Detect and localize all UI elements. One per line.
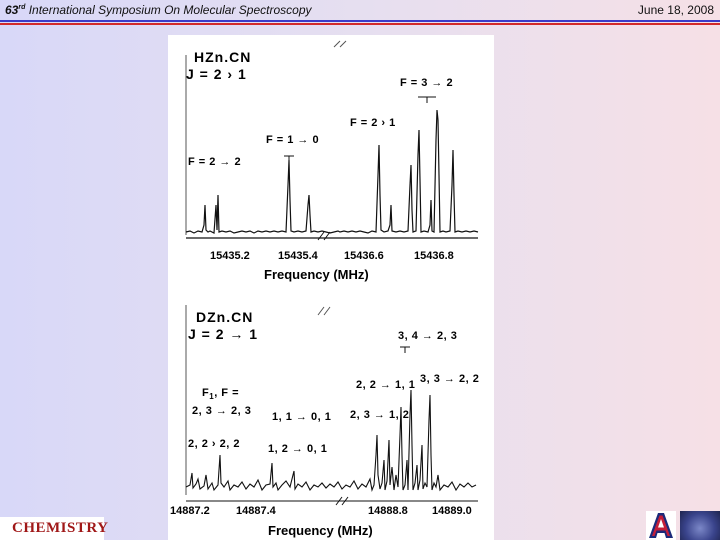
spectra-figure [168, 35, 494, 540]
top-baseline-break [318, 232, 330, 240]
chemistry-wordmark: CHEMISTRY [12, 520, 109, 536]
top-axis-break [334, 41, 346, 47]
chemistry-logo [0, 517, 109, 540]
symposium-title: International Symposium On Molecular Spectroscopy [25, 3, 312, 17]
top-spectrum-trace [186, 110, 478, 233]
bottom-label-l8: 2, 2 › 2, 2 [188, 438, 240, 450]
top-label-f22: F = 2 → 2 [188, 156, 242, 168]
bottom-label-l9: 1, 2 → 0, 1 [268, 443, 328, 455]
f32-marker [418, 97, 436, 103]
f1-subscript: 1 [209, 392, 215, 402]
top-molecule-label: HZn.CN [194, 49, 252, 65]
top-tick-label: 15435.4 [278, 250, 318, 262]
top-label-f10: F = 1 → 0 [266, 134, 320, 146]
bottom-label-quantum-numbers [202, 387, 239, 401]
university-a-logo [646, 511, 676, 540]
top-transition-label: J = 2 › 1 [186, 66, 247, 82]
bottom-molecule-label: DZn.CN [196, 309, 254, 325]
f10-marker [284, 156, 294, 162]
top-tick-label: 15435.2 [210, 250, 250, 262]
bottom-tick-label: 14887.4 [236, 505, 276, 517]
f1-symbol: F [202, 387, 210, 399]
bottom-tick-label: 14887.2 [170, 505, 210, 517]
bottom-label-l6: 1, 1 → 0, 1 [272, 411, 332, 423]
symposium-ordinal: rd [18, 4, 26, 11]
bottom-transition-label: J = 2 → 1 [188, 326, 259, 342]
top-label-f32: F = 3 → 2 [400, 77, 454, 89]
bottom-tick-label: 14888.8 [368, 505, 408, 517]
top-tick-label: 15436.8 [414, 250, 454, 262]
bottom-axis-break [318, 307, 330, 315]
top-xlabel: Frequency (MHz) [264, 267, 369, 282]
bottom-tick-label: 14889.0 [432, 505, 472, 517]
bottom-label-l3: 3, 3 → 2, 2 [420, 373, 480, 385]
spectra-traces [168, 35, 494, 540]
top-label-f21: F = 2 › 1 [350, 117, 396, 129]
f-equals: , F = [214, 387, 239, 399]
top-tick-label: 15436.6 [344, 250, 384, 262]
bottom-label-l5: 2, 3 → 2, 3 [192, 405, 252, 417]
bottom-label-l2: 2, 2 → 1, 1 [356, 379, 416, 391]
l1-marker [400, 347, 410, 353]
university-seal-image [680, 511, 720, 540]
header-left [5, 3, 312, 17]
header-date: June 18, 2008 [637, 3, 714, 17]
bottom-label-l7: 2, 3 → 1, 2 [350, 409, 410, 421]
header-rule-blue [0, 20, 720, 22]
bottom-xlabel: Frequency (MHz) [268, 523, 373, 538]
symposium-number: 63 [5, 3, 19, 17]
bottom-label-l1: 3, 4 → 2, 3 [398, 330, 458, 342]
header-rule-red [0, 23, 720, 25]
